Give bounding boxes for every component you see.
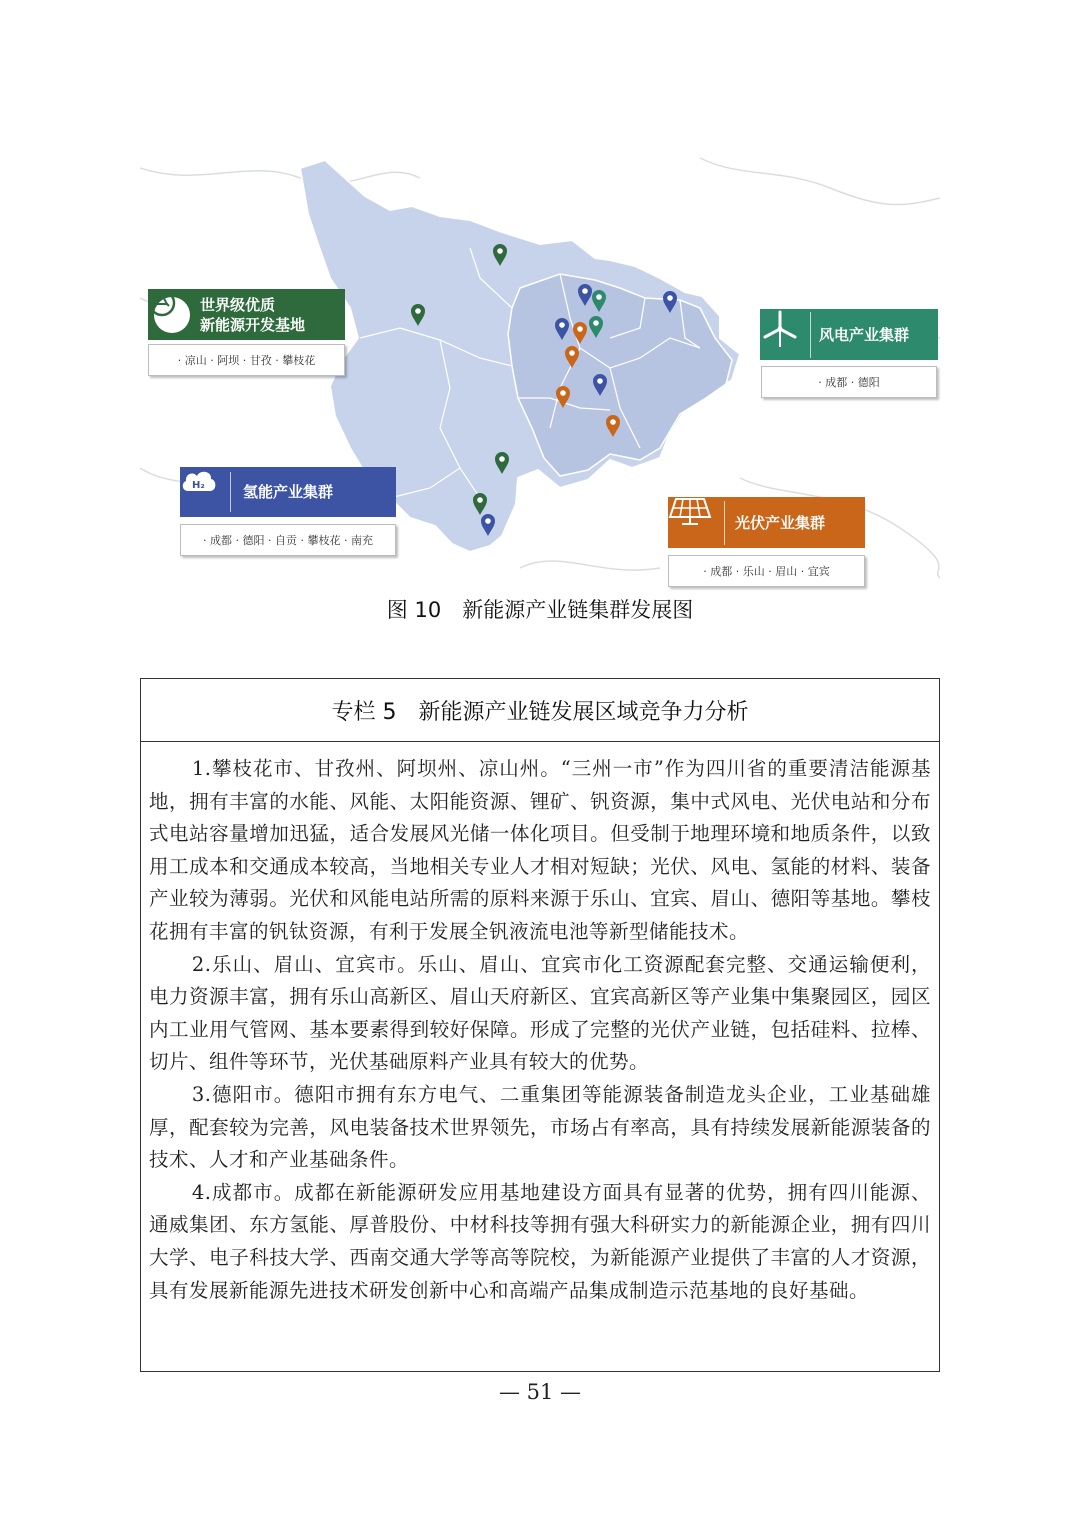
column-body	[141, 742, 939, 1307]
hydrogen-cities: · 成都 · 德阳 · 自贡 · 攀枝花 · 南充	[180, 524, 396, 556]
world-base-title-line1: 世界级优质	[200, 295, 276, 314]
location-pin-dot	[667, 295, 673, 301]
location-pin-dot	[477, 497, 483, 503]
wind-cities: · 成都 · 德阳	[761, 366, 937, 398]
location-pin-dot	[415, 308, 421, 314]
recycle-icon	[154, 297, 190, 333]
wind-legend-header	[760, 309, 938, 360]
location-pin-dot	[569, 350, 575, 356]
world-base-title-line2: 新能源开发基地	[200, 315, 306, 334]
hydrogen-icon	[186, 472, 231, 512]
world-base-cities: · 凉山 · 阿坝 · 甘孜 · 攀枝花	[148, 344, 345, 376]
cluster-map-figure	[140, 148, 940, 593]
solar-panel-icon	[672, 501, 725, 545]
column-paragraph-3: 3.德阳市。德阳市拥有东方电气、二重集团等能源装备制造龙头企业，工业基础雄厚，配套较为完善，风电装备技术世界领先，市场占有率高，具有持续发展新能源装备的技术、人才和产业基础条件。	[149, 1082, 931, 1172]
location-pin-dot	[610, 419, 616, 425]
figure-caption: 图 10 新能源产业链集群发展图	[386, 598, 694, 622]
page-number: — 51 —	[498, 1380, 582, 1404]
location-pin-dot	[577, 326, 583, 332]
column-paragraph-2: 2.乐山、眉山、宜宾市。乐山、眉山、宜宾市化工资源配套完整、交通运输便利，电力资源丰富，拥有乐山高新区、眉山天府新区、宜宾高新区等产业集中集聚园区，园区内工业用气管网、基本要素得到较好保障。形成了完整的光伏产业链，包括硅料、拉棒、切片、组件等环节，光伏基础原料产业具有较大的优势。	[149, 952, 931, 1074]
solar-title: 光伏产业集群	[735, 513, 826, 532]
column-paragraph-1: 1.攀枝花市、甘孜州、阿坝州、凉山州。“三州一市”作为四川省的重要清洁能源基地，拥有丰富的水能、风能、太阳能资源、锂矿、钒资源，集中式风电、光伏电站和分布式电站容量增加迅猛，适合发展风光储一体化项目。但受制于地理环境和地质条件，以致用工成本和交通成本较高，当地相关专业人才相对短缺；光伏、风电、氢能的材料、装备产业较为薄弱。光伏和风能电站所需的原料来源于乐山、宜宾、眉山、德阳等基地。攀枝花拥有丰富的钒钛资源，有利于发展全钒液流电池等新型储能技术。	[149, 757, 931, 943]
hydrogen-title: 氢能产业集群	[243, 483, 334, 501]
location-pin-dot	[499, 456, 505, 462]
location-pin-dot	[596, 294, 602, 300]
location-pin-dot	[497, 248, 503, 254]
hydrogen-icon-text: H₂	[192, 480, 205, 491]
solar-cities: · 成都 · 乐山 · 眉山 · 宜宾	[668, 555, 865, 587]
column-title: 专栏 5 新能源产业链发展区域竞争力分析	[141, 679, 939, 742]
location-pin-dot	[593, 320, 599, 326]
location-pin-dot	[485, 518, 491, 524]
location-pin-dot	[582, 288, 588, 294]
column-paragraph-4: 4.成都市。成都在新能源研发应用基地建设方面具有显著的优势，拥有四川能源、通威集团、东方氢能、厚普股份、中材科技等拥有强大科研实力的新能源企业，拥有四川大学、电子科技大学、西南交通大学等高等院校，为新能源产业提供了丰富的人才资源，具有发展新能源先进技术研发创新中心和高端产品集成制造示范基地的良好基础。	[149, 1180, 931, 1302]
location-pin-dot	[597, 378, 603, 384]
wind-turbine-icon	[764, 312, 811, 358]
location-pin-dot	[559, 322, 565, 328]
wind-title: 风电产业集群	[819, 325, 910, 344]
location-pin-dot	[560, 390, 566, 396]
solar-legend-header	[668, 497, 865, 548]
world-base-legend-header	[148, 289, 345, 340]
column-box	[140, 678, 940, 1372]
hydrogen-legend-header	[180, 467, 396, 517]
